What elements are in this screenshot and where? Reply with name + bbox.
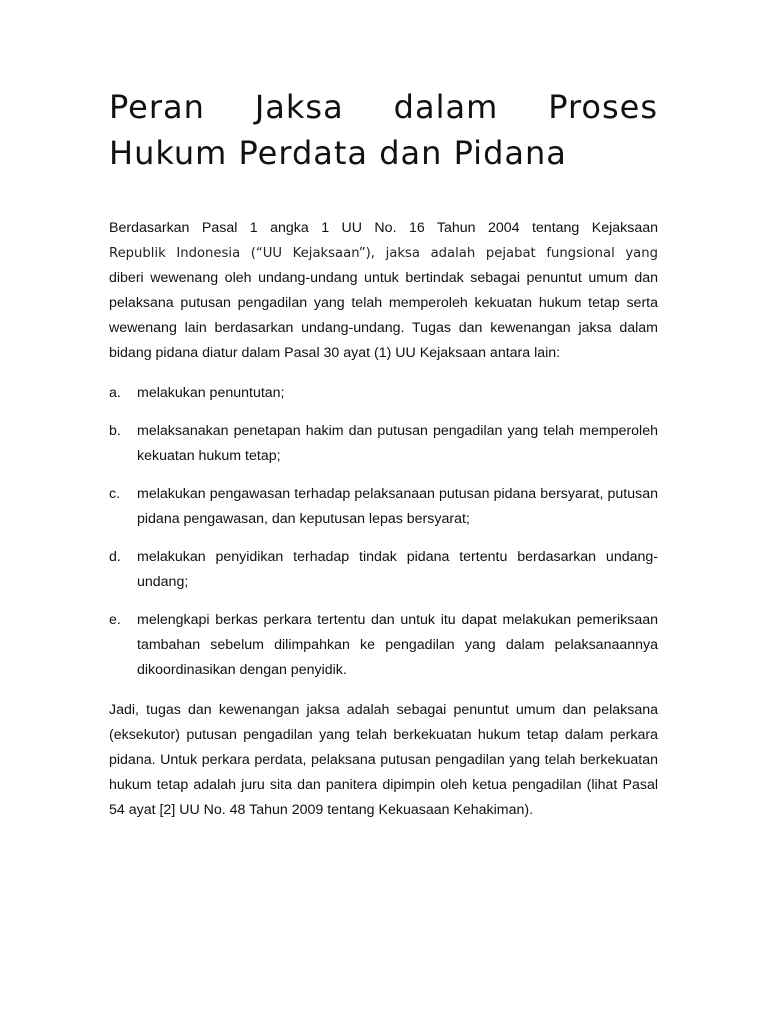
intro-paragraph (109, 216, 658, 366)
list-item-text: melakukan penuntutan; (137, 385, 285, 401)
intro-rest: diberi wewenang oleh undang-undang untuk bertindak sebagai penuntut umum dan pelaksana putusan pengadilan yang telah memperoleh kekuatan hukum tetap serta wewenang lain berdasarkan undang-undang. Tugas dan kewenangan jaksa dalam bidang pidana diatur dalam Pasal 30 ayat (1) UU Kejaksaan antara lain: (109, 270, 658, 361)
list-marker: e. (109, 612, 121, 628)
list-item (109, 545, 658, 595)
duties-list (109, 381, 658, 683)
list-marker: a. (109, 385, 121, 401)
list-item-text: melengkapi berkas perkara tertentu dan untuk itu dapat melakukan pemeriksaan tambahan sebelum dilimpahkan ke pengadilan yang dalam pelaksanaannya dikoordinasikan dengan penyidik. (137, 612, 658, 678)
list-item (109, 482, 658, 532)
intro-line-2: Republik Indonesia (“UU Kejaksaan”), jaksa adalah pejabat fungsional yang (109, 246, 658, 261)
list-marker: c. (109, 486, 121, 502)
title-line-1: Peran Jaksa dalam Proses (109, 88, 658, 126)
title-line-2: Hukum Perdata dan Pidana (109, 134, 567, 172)
list-marker: b. (109, 423, 121, 439)
document-title (109, 84, 658, 176)
list-item-text: melakukan penyidikan terhadap tindak pidana tertentu berdasarkan undang-undang; (137, 549, 658, 590)
list-item (109, 381, 658, 406)
intro-line-1: Berdasarkan Pasal 1 angka 1 UU No. 16 Tahun 2004 tentang Kejaksaan (109, 220, 658, 236)
list-item (109, 419, 658, 469)
list-item (109, 608, 658, 683)
closing-paragraph: Jadi, tugas dan kewenangan jaksa adalah sebagai penuntut umum dan pelaksana (eksekutor) putusan pengadilan yang telah berkekuatan hukum tetap dalam perkara pidana. Untuk perkara perdata, pelaksana putusan pengadilan yang telah berkekuatan hukum tetap adalah juru sita dan panitera dipimpin oleh ketua pengadilan (lihat Pasal 54 ayat [2] UU No. 48 Tahun 2009 tentang Kekuasaan Kehakiman). (109, 702, 658, 818)
list-item-text: melakukan pengawasan terhadap pelaksanaan putusan pidana bersyarat, putusan pidana pengawasan, dan keputusan lepas bersyarat; (137, 486, 658, 527)
list-item-text: melaksanakan penetapan hakim dan putusan pengadilan yang telah memperoleh kekuatan hukum tetap; (137, 423, 658, 464)
document-page (109, 84, 658, 823)
list-marker: d. (109, 549, 121, 565)
